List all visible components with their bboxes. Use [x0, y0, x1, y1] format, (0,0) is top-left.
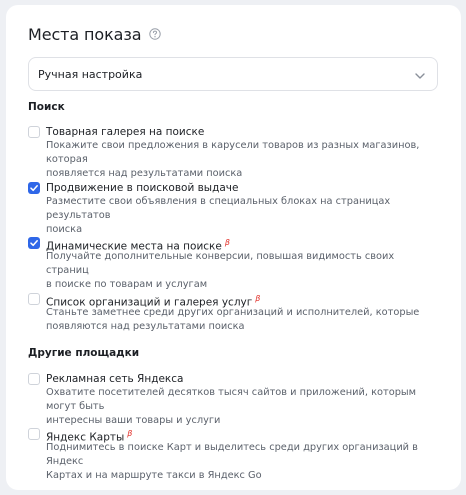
- check-icon: [29, 183, 39, 193]
- placements-card: [6, 5, 461, 490]
- page-title: Места показа: [28, 24, 142, 44]
- section-title-search: Поиск: [28, 101, 65, 113]
- checkbox-organizations-list[interactable]: [28, 293, 40, 305]
- checkbox-yandex-maps[interactable]: [28, 428, 40, 440]
- beta-badge: β: [255, 294, 261, 303]
- option-description: Охватите посетителей десятков тысяч сайтов и приложений, которым могут быть интересны ваши товары и услуги: [46, 387, 417, 426]
- checkbox-ad-network[interactable]: [28, 373, 40, 385]
- checkbox-search-promotion[interactable]: [28, 182, 40, 194]
- check-icon: [29, 238, 39, 248]
- option-description: Получайте дополнительные конверсии, повышая видимость своих страниц в поиске по товарам и услугам: [46, 251, 395, 290]
- checkbox-product-gallery[interactable]: [28, 126, 40, 138]
- title-row: [28, 23, 161, 45]
- question-circle-icon[interactable]: [149, 28, 161, 40]
- option-label: Яндекс Карты $^\beta$: [46, 429, 133, 444]
- option-description: Станьте заметнее среди других организаций и исполнителей, которые появляются над результатами поиска: [46, 307, 420, 332]
- placement-mode-value: Ручная настройка: [38, 67, 143, 81]
- option-label: Продвижение в поисковой выдаче: [46, 182, 239, 194]
- checkbox-dynamic-places[interactable]: [28, 237, 40, 249]
- placement-mode-select[interactable]: [28, 57, 438, 91]
- option-description: Покажите свои предложения в карусели товаров из разных магазинов, которая появляется над результатами поиска: [46, 140, 420, 179]
- beta-badge: β: [127, 429, 133, 438]
- option-label: Рекламная сеть Яндекса: [46, 373, 184, 385]
- option-description: Поднимитесь в поиске Карт и выделитесь среди других организаций в Яндекс Картах и на маршруте такси в Яндекс Go: [46, 442, 418, 481]
- option-label: Товарная галерея на поиске: [46, 126, 205, 138]
- section-title-other-platforms: Другие площадки: [28, 347, 140, 359]
- option-description: Разместите свои объявления в специальных блоках на страницах результатов поиска: [46, 196, 391, 235]
- option-label: Список организаций и галерея услуг $^\beta$: [46, 294, 261, 309]
- option-label: Динамические места на поиске $^\beta$: [46, 238, 230, 253]
- beta-badge: β: [224, 238, 230, 247]
- chevron-down-icon: [413, 68, 427, 82]
